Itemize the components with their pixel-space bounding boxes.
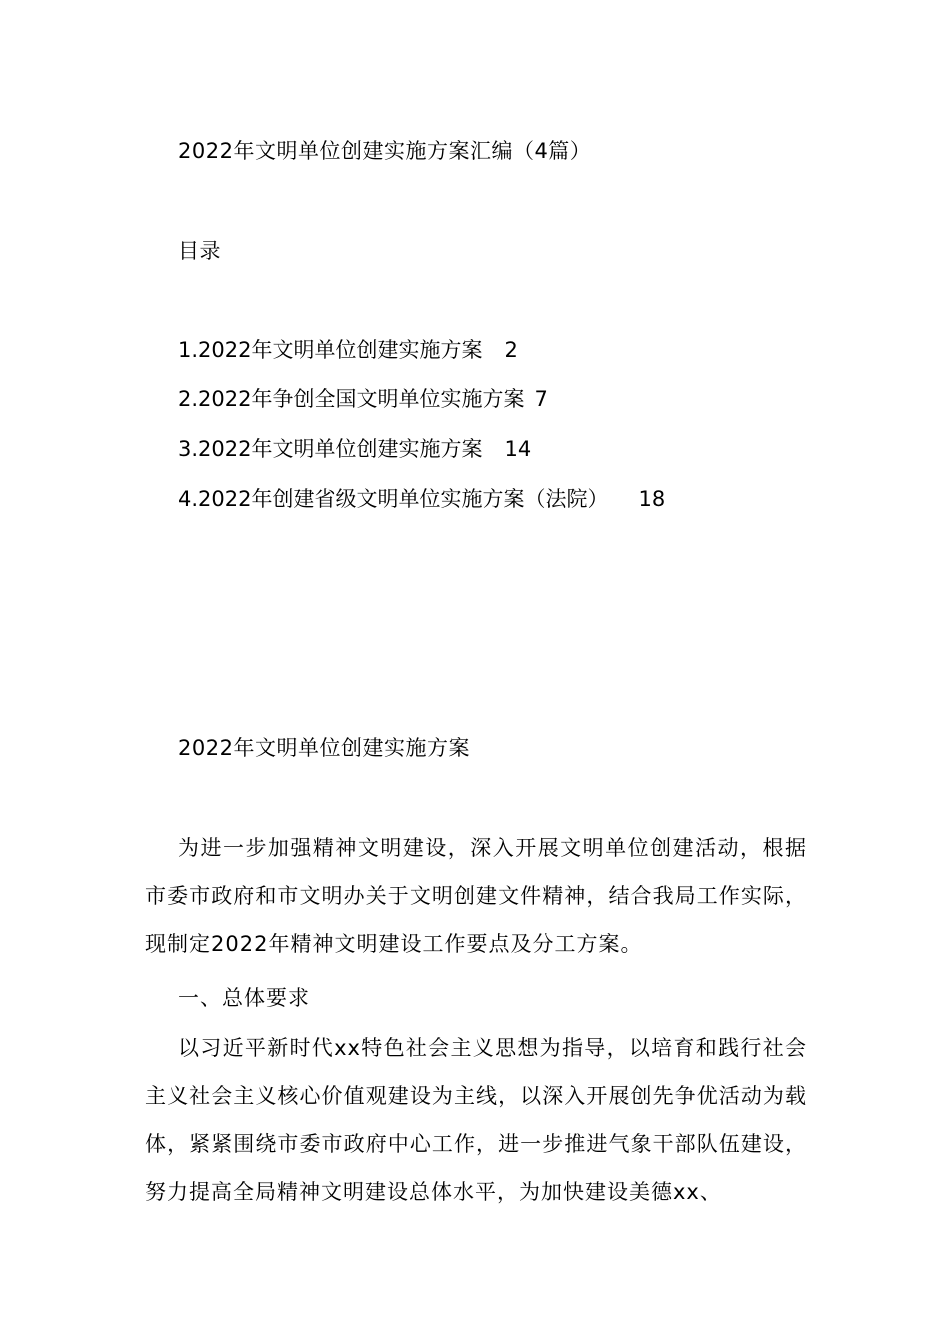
body-paragraph: 以习近平新时代xx特色社会主义思想为指导，以培育和践行社会主义社会主义核心价值观建设为主线，以深入开展创先争优活动为载体，紧紧围绕市委市政府中心工作，进一步推进气象干部队伍建设，努力提高全局精神文明建设总体水平，为加快建设美德xx、 (145, 1036, 807, 1204)
toc-item[interactable] (178, 384, 548, 414)
toc-item-page: 14 (504, 437, 532, 461)
toc-item-page: 18 (638, 487, 666, 511)
toc-item-title: 3.2022年文明单位创建实施方案 (178, 437, 483, 461)
toc-item-page: 2 (504, 338, 518, 362)
toc-item[interactable] (178, 484, 665, 514)
toc-item-title: 1.2022年文明单位创建实施方案 (178, 338, 483, 362)
toc-item[interactable] (178, 434, 531, 464)
toc-item-title: 4.2022年创建省级文明单位实施方案（法院） (178, 487, 609, 511)
toc-item[interactable] (178, 335, 518, 365)
toc-item-title: 2.2022年争创全国文明单位实施方案 (178, 387, 525, 411)
intro-paragraph: 为进一步加强精神文明建设，深入开展文明单位创建活动，根据市委市政府和市文明办关于文明创建文件精神，结合我局工作实际，现制定2022年精神文明建设工作要点及分工方案。 (145, 836, 807, 956)
section-title: 2022年文明单位创建实施方案 (178, 736, 470, 760)
toc-heading: 目录 (178, 239, 221, 263)
document-title: 2022年文明单位创建实施方案汇编（4篇） (178, 139, 592, 163)
toc-item-page: 7 (534, 387, 548, 411)
section-heading: 一、总体要求 (178, 986, 310, 1010)
